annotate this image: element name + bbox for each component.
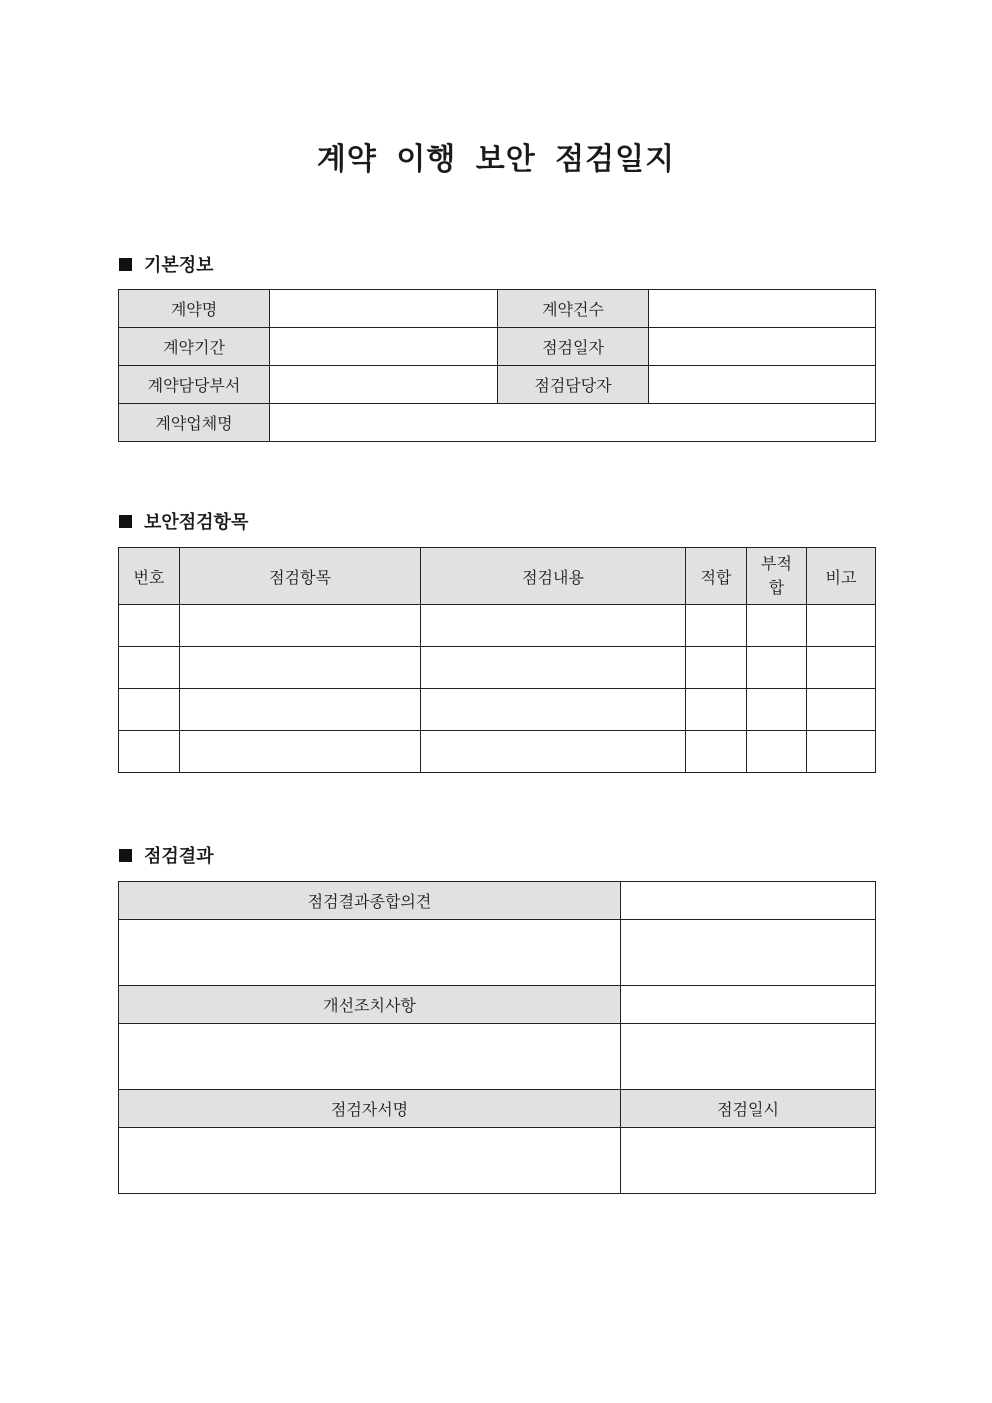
content-cell[interactable] [421, 689, 686, 731]
remarks-cell[interactable] [807, 605, 876, 647]
fail-cell[interactable] [747, 731, 807, 773]
content-cell[interactable] [421, 647, 686, 689]
check-items-table [118, 547, 876, 773]
result-row [119, 1128, 876, 1194]
section-check-heading [119, 509, 248, 533]
no-cell[interactable] [119, 731, 180, 773]
inspector-signature-label: 점검자서명 [119, 1090, 621, 1128]
remarks-cell[interactable] [807, 689, 876, 731]
contract-name-label: 계약명 [119, 290, 270, 328]
col-pass-header: 적합 [686, 548, 747, 605]
pass-cell[interactable] [686, 689, 747, 731]
content-cell[interactable] [421, 605, 686, 647]
basic-info-table [118, 289, 876, 442]
result-row [119, 882, 876, 920]
table-row [119, 689, 876, 731]
fail-cell[interactable] [747, 647, 807, 689]
corrective-action-side-cell[interactable] [621, 986, 876, 1024]
result-row [119, 1090, 876, 1128]
basic-row [119, 366, 876, 404]
inspection-datetime-label: 점검일시 [621, 1090, 876, 1128]
item-cell[interactable] [180, 605, 421, 647]
contract-period-field[interactable] [270, 328, 498, 366]
contract-dept-field[interactable] [270, 366, 498, 404]
basic-row [119, 328, 876, 366]
fail-cell[interactable] [747, 689, 807, 731]
inspector-label: 점검담당자 [498, 366, 649, 404]
result-table [118, 881, 876, 1194]
section-check-label: 보안점검항목 [144, 512, 249, 533]
pass-cell[interactable] [686, 731, 747, 773]
overall-opinion-side-field[interactable] [621, 920, 876, 986]
remarks-cell[interactable] [807, 647, 876, 689]
item-cell[interactable] [180, 647, 421, 689]
corrective-action-label: 개선조치사항 [119, 986, 621, 1024]
result-row [119, 986, 876, 1024]
vendor-name-field[interactable] [270, 404, 876, 442]
col-remarks-header: 비고 [807, 548, 876, 605]
inspector-signature-field[interactable] [119, 1128, 621, 1194]
table-row [119, 605, 876, 647]
result-row [119, 920, 876, 986]
document-title: 계약 이행 보안 점검일지 [316, 142, 676, 177]
pass-cell[interactable] [686, 605, 747, 647]
contract-period-label: 계약기간 [119, 328, 270, 366]
item-cell[interactable] [180, 731, 421, 773]
square-bullet-icon [119, 849, 132, 862]
table-row [119, 731, 876, 773]
no-cell[interactable] [119, 689, 180, 731]
overall-opinion-side-cell[interactable] [621, 882, 876, 920]
basic-row [119, 290, 876, 328]
square-bullet-icon [119, 258, 132, 271]
no-cell[interactable] [119, 605, 180, 647]
col-fail-header-line1: 부적 [761, 554, 792, 573]
contract-dept-label: 계약담당부서 [119, 366, 270, 404]
overall-opinion-field[interactable] [119, 920, 621, 986]
col-no-header: 번호 [119, 548, 180, 605]
contract-name-field[interactable] [270, 290, 498, 328]
col-content-header: 점검내용 [421, 548, 686, 605]
contract-count-field[interactable] [649, 290, 876, 328]
item-cell[interactable] [180, 689, 421, 731]
col-item-header: 점검항목 [180, 548, 421, 605]
result-row [119, 1024, 876, 1090]
corrective-action-field[interactable] [119, 1024, 621, 1090]
section-basic-heading [119, 252, 214, 276]
col-fail-header [747, 548, 807, 605]
contract-count-label: 계약건수 [498, 290, 649, 328]
pass-cell[interactable] [686, 647, 747, 689]
corrective-action-side-field[interactable] [621, 1024, 876, 1090]
remarks-cell[interactable] [807, 731, 876, 773]
col-fail-header-line2: 합 [768, 578, 785, 597]
inspector-field[interactable] [649, 366, 876, 404]
no-cell[interactable] [119, 647, 180, 689]
section-result-heading [119, 843, 214, 867]
inspection-date-label: 점검일자 [498, 328, 649, 366]
square-bullet-icon [119, 515, 132, 528]
overall-opinion-label: 점검결과종합의견 [119, 882, 621, 920]
vendor-name-label: 계약업체명 [119, 404, 270, 442]
table-row [119, 647, 876, 689]
inspection-datetime-field[interactable] [621, 1128, 876, 1194]
section-basic-label: 기본정보 [144, 255, 214, 276]
fail-cell[interactable] [747, 605, 807, 647]
section-result-label: 점검결과 [144, 846, 214, 867]
inspection-date-field[interactable] [649, 328, 876, 366]
content-cell[interactable] [421, 731, 686, 773]
check-header-row [119, 548, 876, 605]
basic-row [119, 404, 876, 442]
